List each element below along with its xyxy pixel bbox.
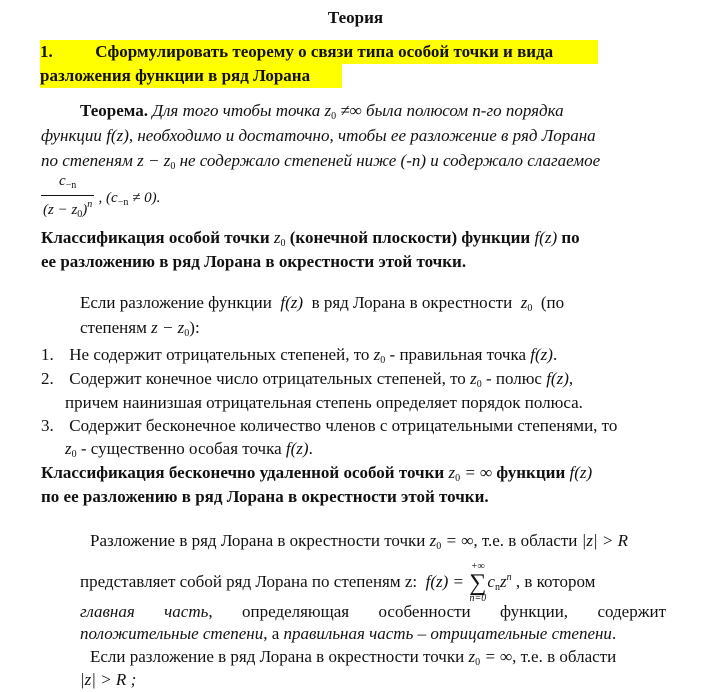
theorem-line-2: функции f(z), необходимо и достаточно, чтобы ее разложение в ряд Лорана (41, 126, 596, 145)
case-item-3-continuation: $z_0$ - существенно особая точка f(z). (65, 439, 313, 460)
theorem-line-1: Теорема. Для того чтобы точка $z_0$ ≠∞ была полюсом n-го порядка (80, 101, 564, 122)
case-item-2-continuation: причем наинизшая отрицательная степень определяет порядок полюса. (65, 393, 583, 412)
intro-line-1: Если разложение функции f(z) в ряд Лорана в окрестности $z_0$ (по (80, 293, 565, 314)
section-heading-text-2: разложения функции в ряд Лорана (40, 66, 311, 85)
section-heading-text-1: Сформулировать теорему о связи типа особой точки и вида (95, 42, 554, 61)
theorem-label: Теорема. (80, 101, 148, 120)
expansion-line-5: Если разложение в ряд Лорана в окрестности точки $z_0$ = ∞, т.е. в области (90, 647, 617, 668)
case-item-2: 2. Содержит конечное число отрицательных степеней, то $z_0$ - полюс f(z), (41, 369, 574, 390)
expansion-line-2: представляет собой ряд Лорана по степеням z: f(z) = +∞ ∑ n=0 $c_nz^n$ , в котором (80, 561, 596, 605)
case-item-3: 3. Содержит бесконечное количество членов с отрицательными степенями, то (41, 416, 618, 435)
z0-symbol: $z_0$ (324, 101, 337, 122)
section-heading-line-1 (40, 40, 598, 64)
expansion-line-6: |z| > R ; (80, 670, 137, 689)
expansion-line-1: Разложение в ряд Лорана в окрестности точки $z_0$ = ∞, т.е. в области |z| > R (90, 531, 628, 552)
theorem-fraction-line: $\frac{c_{-n}}{(z - z_0)^n}$ , $(c_{-n} \ne 0)$. (41, 172, 160, 225)
classification-finite-line-2: ее разложению в ряд Лорана в окрестности этой точки. (41, 252, 467, 271)
laurent-term-fraction: $\frac{c_{-n}}{(z - z_0)^n}$ (43, 173, 93, 220)
classification-infinite-line-1: Классификация бесконечно удаленной особой точки $z_0$ = ∞ функции f(z) (41, 463, 593, 484)
page-title: Теория (327, 8, 384, 27)
expansion-line-3: главная часть, определяющая особенности функции, содержит (80, 602, 666, 621)
theorem-line-3: по степеням $z - z_0$ не содержало степеней ниже (-n) и содержало слагаемое (41, 151, 601, 172)
classification-infinite-line-2: по ее разложению в ряд Лорана в окрестности этой точки. (41, 487, 489, 506)
expansion-line-4: положительные степени, а правильная часть – отрицательные степени. (80, 624, 617, 643)
section-heading-line-2 (40, 64, 342, 88)
sum-symbol: +∞ ∑ n=0 (469, 561, 487, 605)
section-number: 1. (40, 42, 53, 61)
classification-finite-line-1: Классификация особой точки $z_0$ (конечной плоскости) функции f(z) по (41, 228, 580, 249)
case-item-1: 1. Не содержит отрицательных степеней, то $z_0$ - правильная точка f(z). (41, 345, 558, 366)
intro-line-2: степеням $z - z_0$): (80, 318, 200, 339)
